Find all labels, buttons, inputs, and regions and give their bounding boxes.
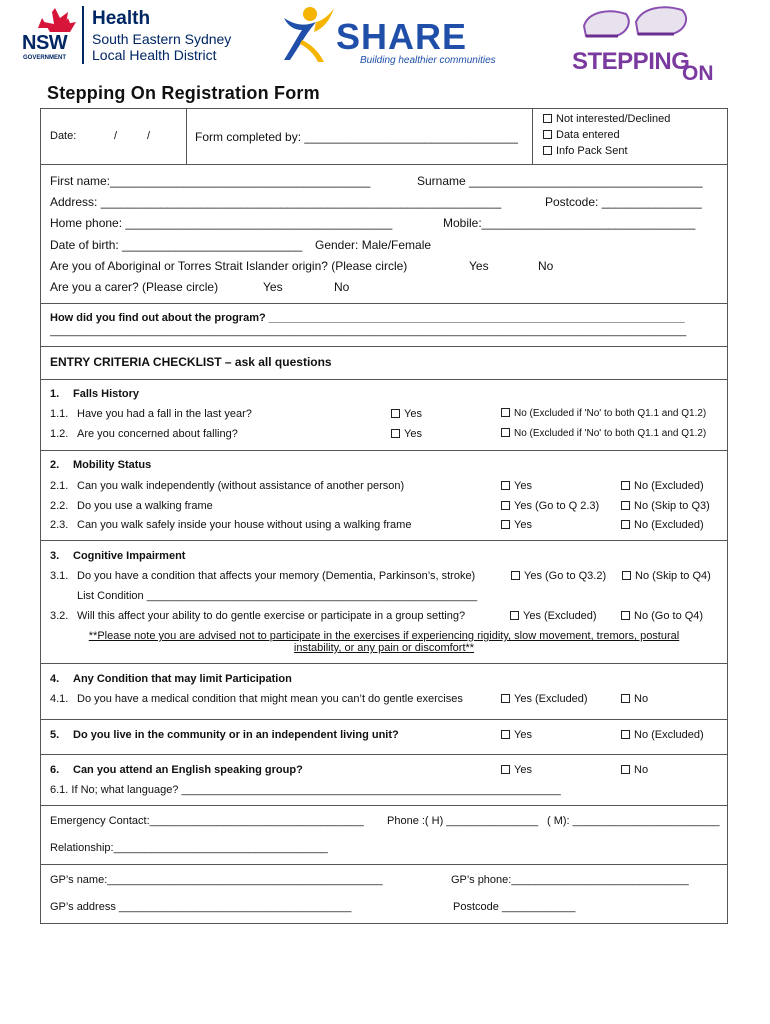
mobile-field[interactable]: Mobile:________________________________ xyxy=(443,216,696,230)
checkbox-icon[interactable] xyxy=(543,130,552,139)
admin-box xyxy=(40,108,728,165)
mobility-section xyxy=(40,450,728,541)
date-separator-2: / xyxy=(147,130,151,142)
question-text: Do you have a medical condition that might mean you can’t do gentle exercises xyxy=(77,693,463,705)
divider xyxy=(186,109,187,164)
share-logo xyxy=(276,4,506,70)
first-name-field[interactable]: First name:_______________________________________ xyxy=(50,174,371,188)
question-number: 2.3. xyxy=(50,519,69,531)
dob-field[interactable]: Date of birth: ___________________________ xyxy=(50,238,303,252)
q2-2-yes-option[interactable]: Yes (Go to Q 2.3) xyxy=(501,500,599,512)
english-section xyxy=(40,754,728,806)
date-label: Date: xyxy=(50,130,77,142)
checklist-title: ENTRY CRITERIA CHECKLIST – ask all questions xyxy=(50,355,332,369)
checkbox-icon[interactable] xyxy=(543,114,552,123)
section-title: Cognitive Impairment xyxy=(73,550,186,562)
government-text: GOVERNMENT xyxy=(23,55,67,61)
language-field[interactable]: 6.1. If No; what language? ______________________________________________________________ xyxy=(50,784,561,796)
question-text: Are you concerned about falling? xyxy=(77,428,238,440)
q3-1-yes-option[interactable]: Yes (Go to Q3.2) xyxy=(511,570,606,582)
section-number: 1. xyxy=(50,388,60,400)
checkbox-icon[interactable] xyxy=(543,146,552,155)
question-number: 1.2. xyxy=(50,428,69,440)
find-out-field[interactable]: How did you find out about the program? ____________________________________________________________________ xyxy=(50,312,685,324)
q2-1-yes-option[interactable]: Yes xyxy=(501,480,532,492)
question-text: Have you had a fall in the last year? xyxy=(77,408,252,420)
q3-1-no-option[interactable]: No (Skip to Q4) xyxy=(622,570,711,582)
phone-home-field[interactable]: Phone :( H) _______________ xyxy=(387,815,539,827)
nsw-text: NSW xyxy=(22,32,68,54)
aboriginal-question: Are you of Aboriginal or Torres Strait Islander origin? (Please circle) xyxy=(50,259,408,273)
checkbox-icon[interactable] xyxy=(391,409,400,418)
gender-field[interactable]: Gender: Male/Female xyxy=(315,238,432,252)
question-number: 2.2. xyxy=(50,500,69,512)
carer-question: Are you a carer? (Please circle) xyxy=(50,280,219,294)
carer-yes[interactable]: Yes xyxy=(263,280,283,294)
not-interested-checkbox[interactable]: Not interested/Declined xyxy=(543,113,670,125)
stepping-on-logo xyxy=(566,2,716,86)
district-line-1: South Eastern Sydney xyxy=(92,31,232,47)
checkbox-icon[interactable] xyxy=(501,501,510,510)
checkbox-icon[interactable] xyxy=(622,571,631,580)
question-text: Can you walk independently (without assistance of another person) xyxy=(77,480,405,492)
q6-no-option[interactable]: No xyxy=(621,764,648,776)
header xyxy=(0,0,770,85)
checkbox-icon[interactable] xyxy=(501,520,510,529)
question-number: 4.1. xyxy=(50,693,69,705)
condition-section xyxy=(40,663,728,720)
question-text: Can you walk safely inside your house without using a walking frame xyxy=(77,519,412,531)
divider xyxy=(41,303,727,304)
section-title: Mobility Status xyxy=(73,459,152,471)
section-title: Can you attend an English speaking group? xyxy=(73,764,303,776)
q2-2-no-option[interactable]: No (Skip to Q3) xyxy=(621,500,710,512)
checkbox-icon[interactable] xyxy=(621,765,630,774)
nsw-health-logo xyxy=(20,4,270,66)
postcode-field[interactable]: Postcode: _______________ xyxy=(545,195,702,209)
q6-yes-option[interactable]: Yes xyxy=(501,764,532,776)
on-text: ON xyxy=(682,62,714,85)
q2-1-no-option[interactable]: No (Excluded) xyxy=(621,480,704,492)
section-number: 3. xyxy=(50,550,60,562)
checklist-title-box xyxy=(40,346,728,380)
logo-divider xyxy=(82,6,84,64)
checkbox-icon[interactable] xyxy=(501,730,510,739)
carer-no[interactable]: No xyxy=(334,280,350,294)
q5-yes-option[interactable]: Yes xyxy=(501,729,532,741)
section-number: 6. xyxy=(50,764,60,776)
section-title: Do you live in the community or in an independent living unit? xyxy=(73,729,399,741)
question-number: 3.1. xyxy=(50,570,69,582)
q2-3-yes-option[interactable]: Yes xyxy=(501,519,532,531)
personal-details-box xyxy=(40,164,728,347)
checkbox-icon[interactable] xyxy=(621,501,630,510)
divider xyxy=(532,109,533,164)
emergency-contact-box xyxy=(40,805,728,865)
form-title: Stepping On Registration Form xyxy=(47,83,320,103)
question-number: 2.1. xyxy=(50,480,69,492)
section-title: Falls History xyxy=(73,388,140,400)
checkbox-icon[interactable] xyxy=(621,611,630,620)
q4-1-yes-option[interactable]: Yes (Excluded) xyxy=(501,693,588,705)
q3-2-yes-option[interactable]: Yes (Excluded) xyxy=(510,610,597,622)
completed-by-field[interactable]: Form completed by: ________________________________ xyxy=(195,130,518,144)
section-number: 4. xyxy=(50,673,60,685)
surname-field[interactable]: Surname ___________________________________ xyxy=(417,174,703,188)
list-condition-field[interactable]: List Condition ______________________________________________________ xyxy=(77,590,478,602)
section-title: Any Condition that may limit Participation xyxy=(73,673,292,685)
aboriginal-no[interactable]: No xyxy=(538,259,554,273)
date-separator-1: / xyxy=(114,130,118,142)
q1-1-yes-option[interactable]: Yes xyxy=(391,408,422,420)
info-pack-sent-checkbox[interactable]: Info Pack Sent xyxy=(543,145,628,157)
checkbox-icon[interactable] xyxy=(621,694,630,703)
home-phone-field[interactable]: Home phone: ________________________________________ xyxy=(50,216,393,230)
q1-1-no-option[interactable]: No (Excluded if 'No' to both Q1.1 and Q1.2) xyxy=(501,408,706,419)
gp-phone-field[interactable]: GP’s phone:_____________________________ xyxy=(451,874,689,886)
checkbox-icon[interactable] xyxy=(501,765,510,774)
question-text: Will this affect your ability to do gentle exercise or participate in a group setting? xyxy=(77,610,466,622)
aboriginal-yes[interactable]: Yes xyxy=(469,259,489,273)
stepping-text: STEPPING xyxy=(572,48,690,75)
checkbox-icon[interactable] xyxy=(501,408,510,417)
checkbox-icon[interactable] xyxy=(621,520,630,529)
checkbox-icon[interactable] xyxy=(501,481,510,490)
gp-box xyxy=(40,864,728,924)
q2-3-no-option[interactable]: No (Excluded) xyxy=(621,519,704,531)
q4-1-no-option[interactable]: No xyxy=(621,693,648,705)
find-out-line[interactable]: ________________________________________________________________________________________________________ xyxy=(50,325,687,337)
q3-2-no-option[interactable]: No (Go to Q4) xyxy=(621,610,703,622)
runner-icon xyxy=(276,4,336,68)
shoes-icon xyxy=(566,2,716,52)
safety-note: **Please note you are advised not to participate in the exercises if experiencing rigidity, slow movement, tremors, postural instability, or any pain or discomfort** xyxy=(88,630,680,654)
section-number: 5. xyxy=(50,729,60,741)
gp-postcode-field[interactable]: Postcode ____________ xyxy=(453,901,576,913)
q1-2-yes-option[interactable]: Yes xyxy=(391,428,422,440)
checkbox-icon[interactable] xyxy=(621,730,630,739)
gp-name-field[interactable]: GP’s name:_____________________________________________ xyxy=(50,874,383,886)
question-text: Do you have a condition that affects your memory (Dementia, Parkinson’s, stroke) xyxy=(77,570,476,582)
question-text: Do you use a walking frame xyxy=(77,500,213,512)
district-line-2: Local Health District xyxy=(92,47,217,63)
question-number: 1.1. xyxy=(50,408,69,420)
share-text: SHARE xyxy=(336,16,468,57)
section-number: 2. xyxy=(50,459,60,471)
checkbox-icon[interactable] xyxy=(621,481,630,490)
phone-mobile-field[interactable]: ( M): ________________________ xyxy=(547,815,720,827)
cognitive-section xyxy=(40,540,728,664)
checkbox-icon[interactable] xyxy=(511,571,520,580)
gp-address-field[interactable]: GP’s address ______________________________________ xyxy=(50,901,352,913)
health-text: Health xyxy=(92,8,151,29)
checkbox-icon[interactable] xyxy=(501,694,510,703)
falls-history-section xyxy=(40,379,728,451)
emergency-contact-field[interactable]: Emergency Contact:___________________________________ xyxy=(50,815,364,827)
q5-no-option[interactable]: No (Excluded) xyxy=(621,729,704,741)
address-field[interactable]: Address: ____________________________________________________________ xyxy=(50,195,502,209)
community-section xyxy=(40,719,728,755)
share-tagline: Building healthier communities xyxy=(360,55,496,66)
checkbox-icon[interactable] xyxy=(510,611,519,620)
checkbox-icon[interactable] xyxy=(501,428,510,437)
checkbox-icon[interactable] xyxy=(391,429,400,438)
data-entered-checkbox[interactable]: Data entered xyxy=(543,129,620,141)
q1-2-no-option[interactable]: No (Excluded if 'No' to both Q1.1 and Q1.2) xyxy=(501,428,706,439)
relationship-field[interactable]: Relationship:___________________________________ xyxy=(50,842,328,854)
question-number: 3.2. xyxy=(50,610,69,622)
